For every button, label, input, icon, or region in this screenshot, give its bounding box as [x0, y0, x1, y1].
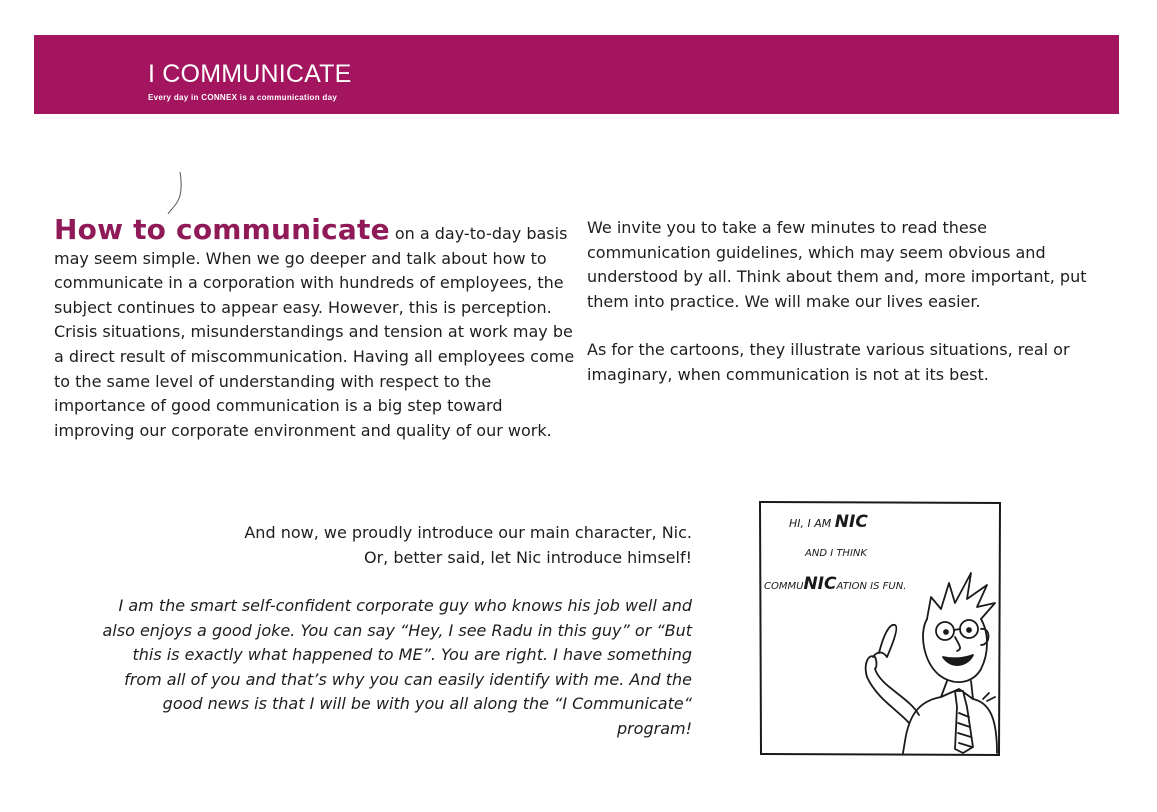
character-intro [244, 520, 692, 570]
cartoon-line-2: AND I THINK [805, 548, 867, 559]
intro-paragraph [54, 213, 578, 443]
headline-highlight: How to communicate [54, 213, 390, 246]
header-subtitle: Every day in CONNEX is a communication day [148, 93, 338, 102]
cartoons-paragraph: As for the cartoons, they illustrate various situations, real or imaginary, when communication is not at its best. [587, 340, 1070, 384]
intro-body-left [54, 213, 578, 443]
nic-character-figure [866, 573, 997, 753]
header-title: I COMMUNICATE [148, 60, 352, 88]
intro-body-right [587, 216, 1097, 388]
intro-paragraph-text: on a day-to-day basis may seem simple. When we go deeper and talk about how to communicate in a corporation with hundreds of employees, the subject continues to appear easy. However, this is perception. Crisis situations, misunderstandings and tension at work may be a direct result of miscommunication. Having all employees come to the same level of understanding with respect to the importance of good communication is a big step toward improving our corporate environment and quality of our work. [54, 224, 575, 440]
header-banner [34, 35, 1119, 114]
character-intro-line-2: Or, better said, let Nic introduce himself! [364, 548, 692, 567]
cartoon-line-1: HI, I AM NIC [789, 512, 868, 532]
character-quote: I am the smart self-confident corporate guy who knows his job well and also enjoys a good joke. You can say “Hey, I see Radu in this guy” or “But this is exactly what happened to ME”. You are right. I have something from all of you and that’s why you can easily identify with me. And the good news is that I will be with you all along the “I Communicate“ program! [102, 596, 692, 738]
nic-cartoon [759, 501, 1001, 757]
character-intro-line-1: And now, we proudly introduce our main character, Nic. [244, 523, 692, 542]
cartoon-line-3: COMMUNICATION IS FUN. [764, 574, 907, 594]
nic-cartoon-drawing [759, 501, 1001, 757]
invite-paragraph: We invite you to take a few minutes to read these communication guidelines, which may seem obvious and understood by all. Think about them and, more important, put them into practice. We will make our lives easier. [587, 218, 1087, 311]
